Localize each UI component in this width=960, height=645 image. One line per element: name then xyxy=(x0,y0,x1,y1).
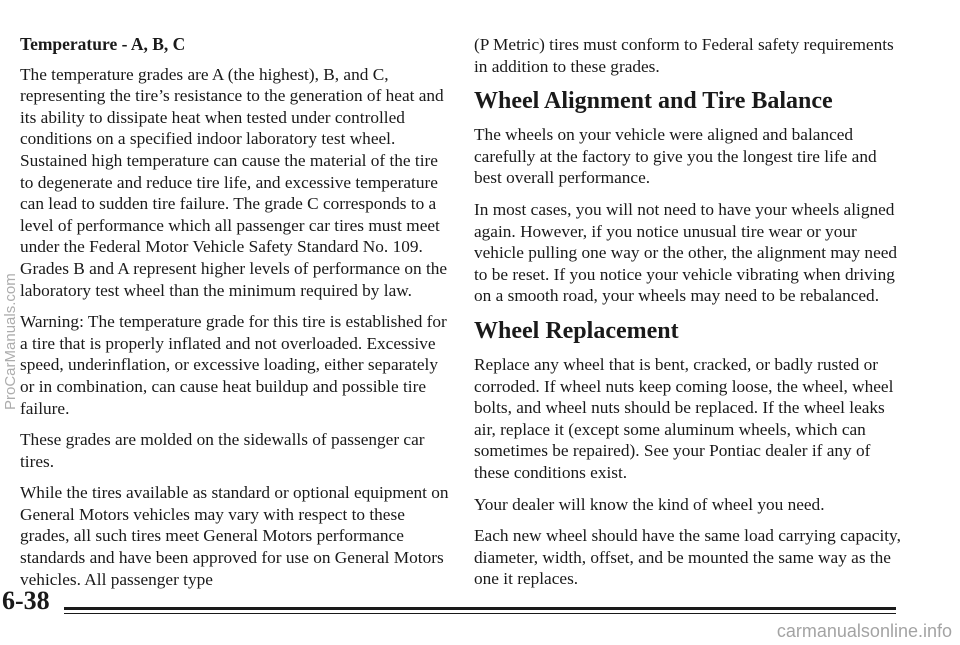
heading-wheel-alignment: Wheel Alignment and Tire Balance xyxy=(474,88,833,115)
page-footer xyxy=(0,586,960,626)
paragraph-p-metric: (P Metric) tires must conform to Federal safety requirements in addition to these grades. xyxy=(474,35,894,76)
site-watermark: carmanualsonline.info xyxy=(776,621,952,641)
side-watermark: ProCarManuals.com xyxy=(2,273,19,410)
paragraph-temperature-grades: The temperature grades are A (the highest), B, and C, representing the tire’s resistance to the generation of heat and its ability to dissipate heat when tested under controlled conditions on a specified indoor laboratory test wheel. Sustained high temperature can cause the material of the tire to degenerate and reduce tire life, and excessive temperature can lead to sudden tire failure. The grade C corresponds to a level of performance which all passenger car tires must meet under the Federal Motor Vehicle Safety Standard No. 109. Grades B and A represent higher levels of performance on the laboratory test wheel than the minimum required by law. xyxy=(20,64,448,300)
paragraph-replace-wheel: Replace any wheel that is bent, cracked, or badly rusted or corroded. If wheel nuts keep coming loose, the wheel, wheel bolts, and wheel nuts should be replaced. If the wheel leaks air, replace it (except some aluminum wheels, which can sometimes be repaired). See your Pontiac dealer if any of these conditions exist. xyxy=(474,354,894,482)
paragraph-sidewall-grades: These grades are molded on the sidewalls of passenger car tires. xyxy=(20,430,425,471)
paragraph-alignment-reset: In most cases, you will not need to have your wheels aligned again. However, if you notice unusual tire wear or your vehicle pulling one way or the other, the alignment may need to be reset. If you notice your vehicle vibrating when driving on a smooth road, your wheels may need to be rebalanced. xyxy=(474,199,898,306)
footer-rule-thin xyxy=(64,613,896,614)
paragraph-warning: Warning: The temperature grade for this tire is established for a tire that is properly inflated and not overloaded. Excessive speed, underinflation, or excessive loading, either separately or in combination, can cause heat buildup and possible tire failure. xyxy=(20,312,447,418)
paragraph-gm-tires: While the tires available as standard or optional equipment on General Motors vehicles may vary with respect to these grades, all such tires meet General Motors performance standards and have been approved for use on General Motors vehicles. All passenger type xyxy=(20,483,449,589)
left-column xyxy=(20,34,450,600)
heading-wheel-replacement: Wheel Replacement xyxy=(474,317,679,344)
page-number: 6-38 xyxy=(2,586,50,615)
right-column xyxy=(474,34,904,600)
paragraph-alignment-factory: The wheels on your vehicle were aligned and balanced carefully at the factory to give you the longest tire life and best overall performance. xyxy=(474,125,877,188)
footer-rule-thick xyxy=(64,607,896,610)
paragraph-dealer-knows: Your dealer will know the kind of wheel you need. xyxy=(474,494,825,514)
paragraph-new-wheel: Each new wheel should have the same load carrying capacity, diameter, width, offset, and be mounted the same way as the one it replaces. xyxy=(474,526,901,589)
subheading-temperature: Temperature - A, B, C xyxy=(20,34,186,54)
